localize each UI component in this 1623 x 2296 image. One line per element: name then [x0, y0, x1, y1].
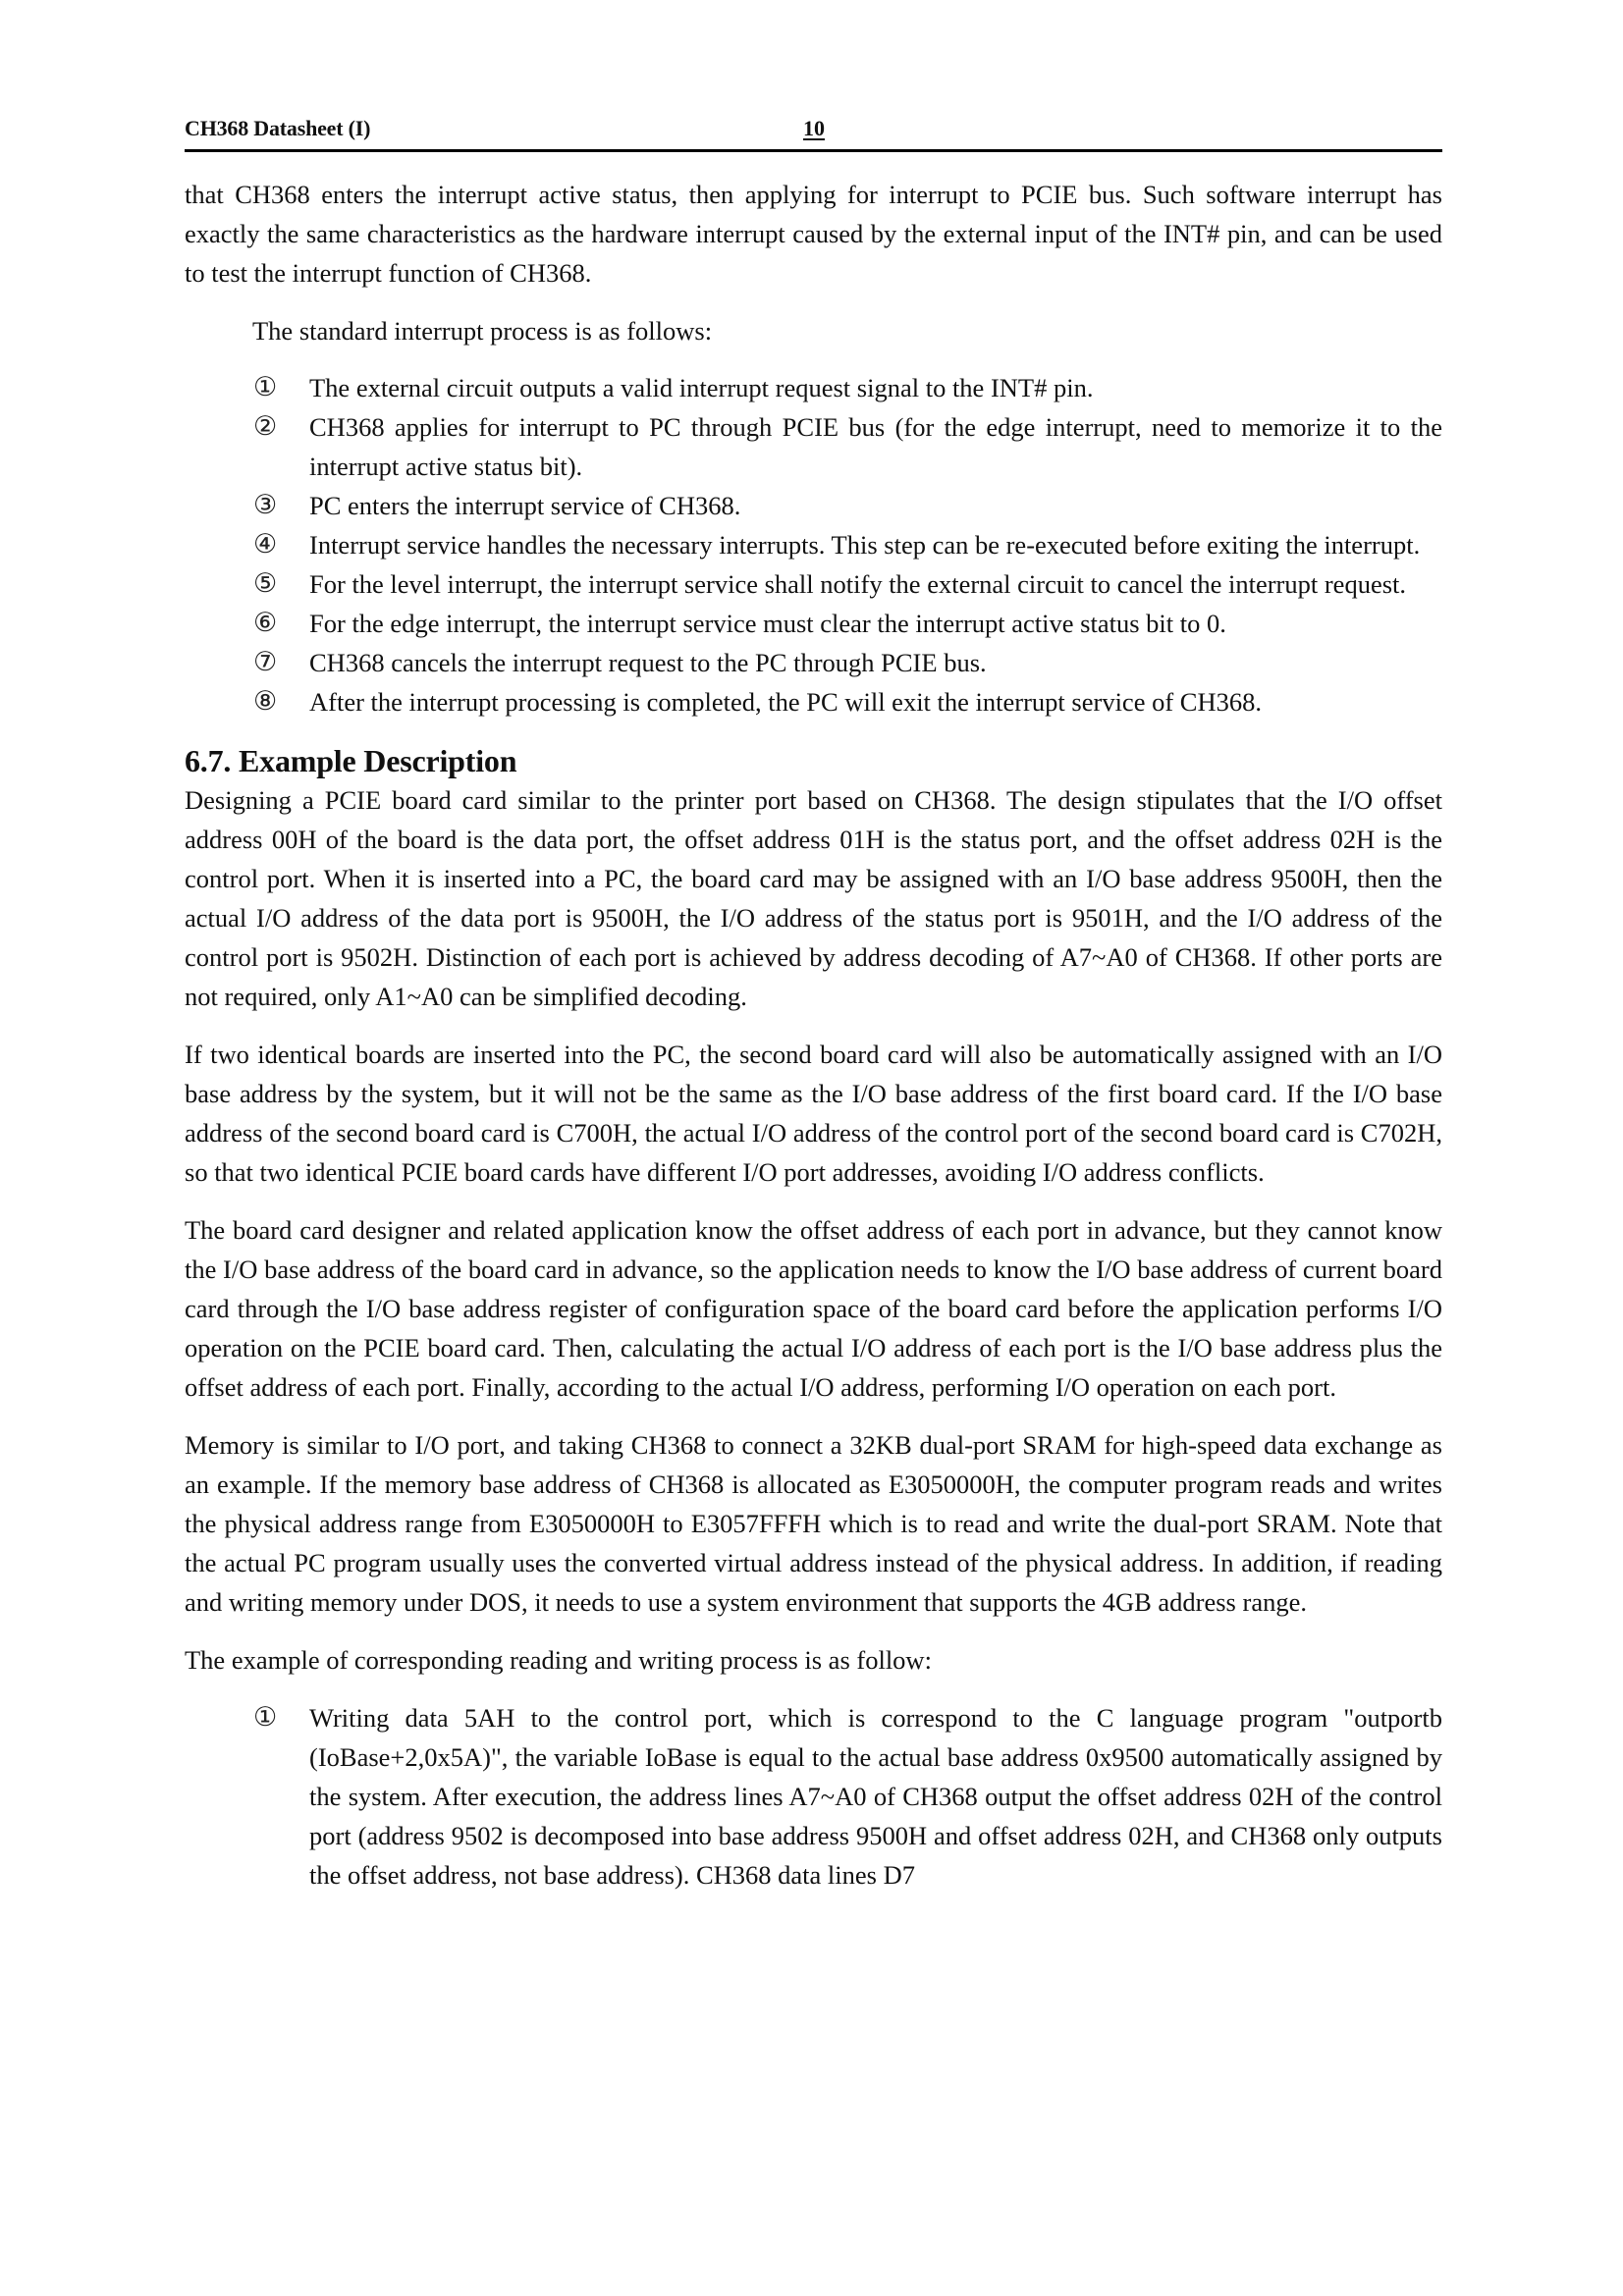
list-item [185, 643, 1442, 682]
list-item [185, 682, 1442, 721]
body-paragraph: If two identical boards are inserted into the PC, the second board card will also be automatically assigned with an I/O base address by the system, but it will not be the same as the I/O base address of the first board card. If the I/O base address of the second board card is C700H, the actual I/O address of the control port of the second board card is C702H, so that two identical PCIE board cards have different I/O port addresses, avoiding I/O address conflicts. [185, 1040, 1442, 1187]
list-item-text: Writing data 5AH to the control port, which is correspond to the C language program "outportb (IoBase+2,0x5A)", the variable IoBase is equal to the actual base address 0x9500 automatically assigned by the system. After execution, the address lines A7~A0 of CH368 output the offset address 02H of the control port (address 9502 is decomposed into base address 9500H and offset address 02H, and CH368 only outputs the offset address, not base address). CH368 data lines D7 [309, 1703, 1442, 1890]
circled-number-5: ⑤ [253, 568, 278, 599]
circled-number-1: ① [253, 372, 278, 402]
list-item [185, 564, 1442, 604]
list-item-text: The external circuit outputs a valid interrupt request signal to the INT# pin. [309, 373, 1094, 402]
body-paragraph: Memory is similar to I/O port, and taking CH368 to connect a 32KB dual-port SRAM for high-speed data exchange as an example. If the memory base address of CH368 is allocated as E3050000H, the computer program reads and writes the physical address range from E3050000H to E3057FFFH which is to read and write the dual-port SRAM. Note that the actual PC program usually uses the converted virtual address instead of the physical address. In addition, if reading and writing memory under DOS, it needs to use a system environment that supports the 4GB address range. [185, 1430, 1442, 1617]
section-heading: 6.7. Example Description [185, 743, 517, 778]
body-paragraph: Designing a PCIE board card similar to the printer port based on CH368. The design stipulates that the I/O offset address 00H of the board is the data port, the offset address 01H is the status port, and the offset address 02H is the control port. When it is inserted into a PC, the board card may be assigned with an I/O base address 9500H, then the actual I/O address of the data port is 9500H, the I/O address of the status port is 9501H, and the I/O address of the control port is 9502H. Distinction of each port is achieved by address decoding of A7~A0 of CH368. If other ports are not required, only A1~A0 can be simplified decoding. [185, 785, 1442, 1011]
circled-number-1: ① [253, 1702, 278, 1733]
page-content [185, 175, 1442, 1912]
list-item-text: CH368 cancels the interrupt request to the PC through PCIE bus. [309, 648, 987, 677]
continuation-paragraph: that CH368 enters the interrupt active status, then applying for interrupt to PCIE bus. Such software interrupt has exactly the same characteristics as the hardware interrupt caused by the external input of the INT# pin, and can be used to test the interrupt function of CH368. [185, 180, 1442, 288]
list-item-text: CH368 applies for interrupt to PC through PCIE bus (for the edge interrupt, need to memorize it to the interrupt active status bit). [309, 412, 1442, 481]
circled-number-2: ② [253, 411, 278, 442]
list-item-text: For the level interrupt, the interrupt service shall notify the external circuit to cancel the interrupt request. [309, 569, 1407, 599]
circled-number-8: ⑧ [253, 686, 278, 717]
list-item-text: For the edge interrupt, the interrupt service must clear the interrupt active status bit to 0. [309, 609, 1226, 638]
circled-number-4: ④ [253, 529, 278, 560]
circled-number-7: ⑦ [253, 647, 278, 677]
list-item [185, 486, 1442, 525]
body-paragraph: The board card designer and related application know the offset address of each port in advance, but they cannot know the I/O base address of the board card in advance, so the application needs to know the I/O base address of current board card through the I/O base address register of configuration space of the board card before the application performs I/O operation on the PCIE board card. Then, calculating the actual I/O address of each port is the I/O base address plus the offset address of each port. Finally, according to the actual I/O address, performing I/O operation on each port. [185, 1215, 1442, 1402]
list-item [185, 407, 1442, 486]
process-lead-text: The standard interrupt process is as follows: [252, 316, 713, 346]
running-header [185, 116, 1442, 152]
example-process-list [185, 1698, 1442, 1895]
document-title: CH368 Datasheet (I) [185, 116, 371, 140]
list-item [185, 368, 1442, 407]
list-item-text: PC enters the interrupt service of CH368. [309, 491, 741, 520]
circled-number-6: ⑥ [253, 608, 278, 638]
list-item-text: Interrupt service handles the necessary interrupts. This step can be re-executed before exiting the interrupt. [309, 530, 1421, 560]
list-item [185, 525, 1442, 564]
list-item [185, 1698, 1442, 1895]
list-item [185, 604, 1442, 643]
circled-number-3: ③ [253, 490, 278, 520]
interrupt-process-list [185, 368, 1442, 721]
page-number: 10 [803, 116, 825, 140]
body-paragraph: The example of corresponding reading and writing process is as follow: [185, 1645, 932, 1675]
list-item-text: After the interrupt processing is completed, the PC will exit the interrupt service of CH368. [309, 687, 1262, 717]
